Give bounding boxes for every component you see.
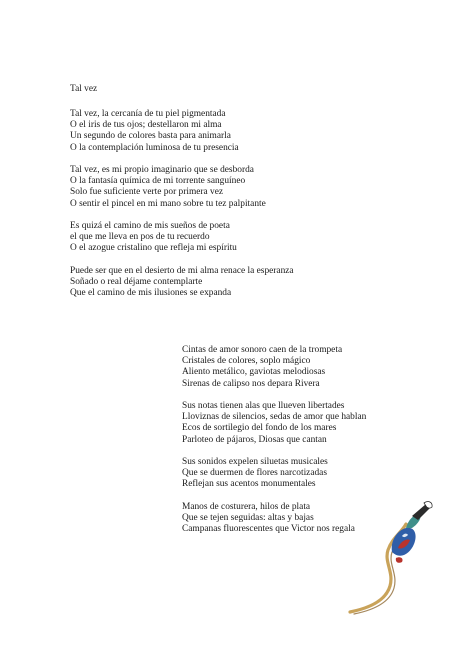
verse-line: Que el camino de mis ilusiones se expanda (70, 288, 232, 299)
verse-line: Sirenas de calipso nos depara Rivera (182, 378, 320, 389)
verse-line: Reflejan sus acentos monumentales (182, 479, 316, 490)
verse-line: O la contemplación luminosa de tu presencia (70, 142, 239, 153)
stanza (70, 109, 294, 154)
verse-line: Ecos de sortilegio del fondo de los mares (182, 423, 337, 434)
verse-line: Manos de costurera, hilos de plata (182, 501, 311, 512)
verse-line: Sus sonidos expelen siluetas musicales (182, 457, 328, 467)
verse-line: Puede ser que en el desierto de mi alma renace la esperanza (70, 265, 294, 276)
stanza (182, 457, 366, 491)
stanza (70, 165, 294, 210)
stanza (182, 502, 366, 536)
verse-line: Aliento metálico, gaviotas melodiosas (182, 367, 326, 378)
verse-line: O la fantasía química de mi torrente sanguíneo (70, 176, 246, 187)
verse-line: Parloteo de pájaros, Diosas que cantan (182, 434, 327, 445)
poem-title: Tal vez (70, 84, 98, 94)
verse-line: O sentir el pincel en mi mano sobre tu tez palpitante (70, 198, 266, 209)
verse-line: Campanas fluorescentes que Victor nos regala (182, 524, 355, 535)
verse-line: Tal vez, la cercanía de tu piel pigmentada (70, 109, 226, 119)
ornament-red-accent (396, 557, 403, 563)
verse-line: Tal vez, es mi propio imaginario que se desborda (70, 165, 254, 175)
verse-line: O el iris de tus ojos; destellaron mi alma (70, 120, 222, 131)
verse-line: Que se tejen seguidas: altas y bajas (182, 513, 314, 523)
painted-trumpet-figure-icon (340, 500, 440, 620)
verse-line: O el azogue cristalino que refleja mi espíritu (70, 243, 237, 254)
verse-line: Solo fue suficiente verte por primera vez (70, 187, 224, 198)
verse-line: Lloviznas de silencios, sedas de amor que hablan (182, 412, 367, 423)
verse-line: Es quizá el camino de mis sueños de poeta (70, 221, 230, 231)
verse-line: Cintas de amor sonoro caen de la trompeta (182, 345, 343, 355)
verse-line: el que me lleva en pos de tu recuerdo (70, 232, 210, 243)
stanza (182, 345, 366, 390)
verse-line: Que se duermen de flores narcotizadas (182, 468, 327, 479)
stanza (182, 401, 366, 446)
poem-right-column (182, 345, 366, 547)
stanza (70, 266, 294, 300)
verse-line: Soñado o real déjame contemplarte (70, 277, 203, 287)
verse-line: Sus notas tienen alas que llueven libertades (182, 401, 345, 411)
stanza (70, 221, 294, 255)
poem-left-column (70, 109, 294, 311)
verse-line: Un segundo de colores basta para animarla (70, 131, 231, 142)
verse-line: Cristales de colores, soplo mágico (182, 356, 311, 367)
